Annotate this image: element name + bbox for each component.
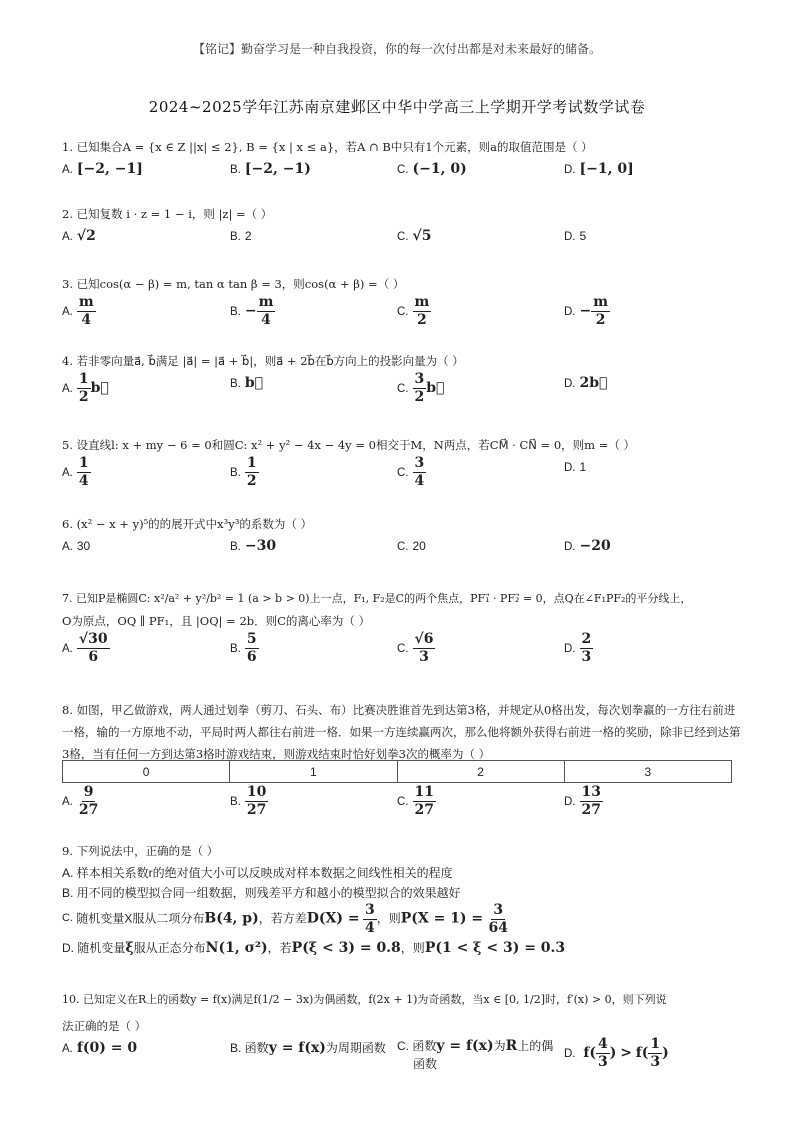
option-a[interactable]: A. 30	[62, 539, 91, 553]
option-c[interactable]: C. $\frac{m}{2}$	[397, 294, 430, 328]
question-6-stem: 6. (x² − x + y)⁵的的展开式中x³y³的系数为（ ）	[62, 517, 313, 531]
option-a[interactable]: A. f(0) = 0	[62, 1040, 138, 1056]
option-a[interactable]: A. [−2, −1]	[62, 161, 143, 177]
option-d[interactable]: D. 5	[564, 229, 587, 243]
option-d[interactable]: D. [−1, 0]	[564, 161, 634, 177]
option-c[interactable]: C. $\frac{3}{2}$ b⃗	[397, 371, 445, 405]
option-d[interactable]: D. − $\frac{m}{2}$	[564, 294, 609, 328]
question-4-stem: 4. 若非零向量a⃗, b⃗满足 |a⃗| = |a⃗ + b⃗|，则a⃗ + 2b⃗在b⃗方向上的投影向量为（ ）	[62, 354, 464, 368]
question-10-stem-line2: 法正确的是（ ）	[62, 1019, 147, 1033]
question-3-stem: 3. 已知cos(α − β) = m, tan α tan β = 3，则cos(α + β) =（ ）	[62, 277, 405, 291]
question-7-stem-line2: O为原点，OQ ∥ PF₁，且 |OQ| = 2b．则C的离心率为（ ）	[62, 614, 371, 628]
option-d[interactable]: D. 随机变量ξ服从正态分布N(1, σ²)，若P(ξ < 3) = 0.8，则P(1 < ξ < 3) = 0.3	[62, 940, 566, 956]
option-b[interactable]: B. b⃗	[230, 375, 264, 391]
question-5	[62, 437, 742, 492]
option-b[interactable]: B. $\frac{10}{27}$	[230, 784, 267, 818]
option-c[interactable]: C. (−1, 0)	[397, 161, 467, 177]
question-10-stem-line1: 10. 已知定义在R上的函数y = f(x)满足f(1/2 − 3x)为偶函数，f(2x + 1)为奇函数，当x ∈ [0, 1/2]时，f′(x) > 0，则下列说	[62, 993, 667, 1006]
option-d[interactable]: D. $\frac{13}{27}$	[564, 784, 601, 818]
board-cell: 3	[564, 761, 731, 783]
board-cell: 1	[230, 761, 397, 783]
option-a[interactable]: A. $\frac{1}{4}$	[62, 455, 89, 489]
option-b[interactable]: B. 2	[230, 229, 252, 243]
question-2-stem: 2. 已知复数 i · z = 1 − i，则 |z| =（ ）	[62, 207, 273, 221]
option-b[interactable]: B. 函数y = f(x)为周期函数	[230, 1040, 386, 1056]
option-c[interactable]: C. 20	[397, 539, 426, 553]
question-9	[62, 843, 742, 958]
option-a[interactable]: A. $\frac{9}{27}$	[62, 784, 99, 818]
option-d[interactable]: D. 2b⃗	[564, 375, 608, 391]
question-9-stem: 9. 下列说法中，正确的是（ ）	[62, 844, 219, 858]
question-3	[62, 276, 742, 331]
question-1-stem: 1. 已知集合A = {x ∈ Z ||x| ≤ 2}, B = {x | x ≤ a}，若A ∩ B中只有1个元素，则a的取值范围是（ ）	[62, 140, 593, 154]
question-8-stem: 8. 如图，甲乙做游戏，两人通过划拳（剪刀、石头、布）比赛决胜谁首先到达第3格，并规定从0格出发，每次划拳赢的一方往右前进一格，输的一方原地不动，平局时两人都往右前进一格．如果一方连续赢两次，那么他将额外获得右前进一格的奖励，除非已经到达第3格，当有任何一方到达第3格时游戏结束，则游戏结束时恰好划拳3次的概率为（ ）	[62, 703, 741, 761]
option-a[interactable]: A. √2	[62, 228, 96, 244]
option-d[interactable]: D. $\frac{2}{3}$	[564, 631, 592, 665]
question-8	[62, 699, 742, 765]
motto-banner: 【铭记】勤奋学习是一种自我投资，你的每一次付出都是对未来最好的储备。	[192, 42, 601, 56]
option-b[interactable]: B. $\frac{1}{2}$	[230, 455, 257, 489]
question-6	[62, 516, 742, 561]
option-c[interactable]: C. $\frac{√6}{3}$	[397, 631, 434, 665]
option-a[interactable]: A. $\frac{1}{2}$ b⃗	[62, 371, 109, 405]
option-d[interactable]: D. f( $\frac{4}{3}$ ) > f( $\frac{1}{3}$ )	[564, 1036, 669, 1070]
option-d[interactable]: D. 1	[564, 460, 587, 474]
question-2	[62, 206, 742, 251]
board-cell: 2	[397, 761, 564, 783]
option-d[interactable]: D. −20	[564, 538, 611, 554]
option-b[interactable]: B. $\frac{5}{6}$	[230, 631, 257, 665]
option-b[interactable]: B. −30	[230, 538, 277, 554]
option-b[interactable]: B. − $\frac{m}{4}$	[230, 294, 274, 328]
board-cell: 0	[63, 761, 230, 783]
option-c[interactable]: C. $\frac{11}{27}$	[397, 784, 434, 818]
question-7-stem-line1: 7. 已知P是椭圆C: x²/a² + y²/b² = 1 (a > b > 0)上一点，F₁, F₂是C的两个焦点，PF₁⃗ · PF₂⃗ = 0，点Q在∠F₁PF₂的平分线上，	[62, 592, 692, 605]
question-10	[62, 990, 742, 1081]
option-c[interactable]: C. 随机变量X服从二项分布B(4, p)，若方差D(X) = $\frac{3}{4}$ ，则P(X = 1) = $\frac{3}{64}$	[62, 902, 508, 936]
question-8-options	[62, 783, 742, 825]
game-board-table	[62, 760, 732, 783]
option-a[interactable]: A. 样本相关系数r的绝对值大小可以反映成对样本数据之间线性相关的程度	[62, 866, 453, 880]
option-c[interactable]: C. $\frac{3}{4}$	[397, 455, 425, 489]
question-4	[62, 353, 742, 408]
option-c[interactable]: C. √5	[397, 228, 432, 244]
question-1	[62, 139, 742, 184]
question-5-stem: 5. 设直线l: x + my − 6 = 0和圆C: x² + y² − 4x − 4y = 0相交于M，N两点，若CM⃗ · CN⃗ = 0，则m =（ ）	[62, 438, 635, 452]
option-a[interactable]: A. $\frac{m}{4}$	[62, 294, 94, 328]
option-c[interactable]: C. 函数y = f(x)为R上的偶 函数	[397, 1038, 554, 1071]
option-b[interactable]: B. [−2, −1)	[230, 161, 311, 177]
exam-title: 2024~2025学年江苏南京建邺区中华中学高三上学期开学考试数学试卷	[148, 98, 646, 116]
option-a[interactable]: A. $\frac{√30}{6}$	[62, 631, 108, 665]
option-b[interactable]: B. 用不同的模型拟合同一组数据，则残差平方和越小的模型拟合的效果越好	[62, 886, 461, 900]
question-7	[62, 590, 742, 672]
